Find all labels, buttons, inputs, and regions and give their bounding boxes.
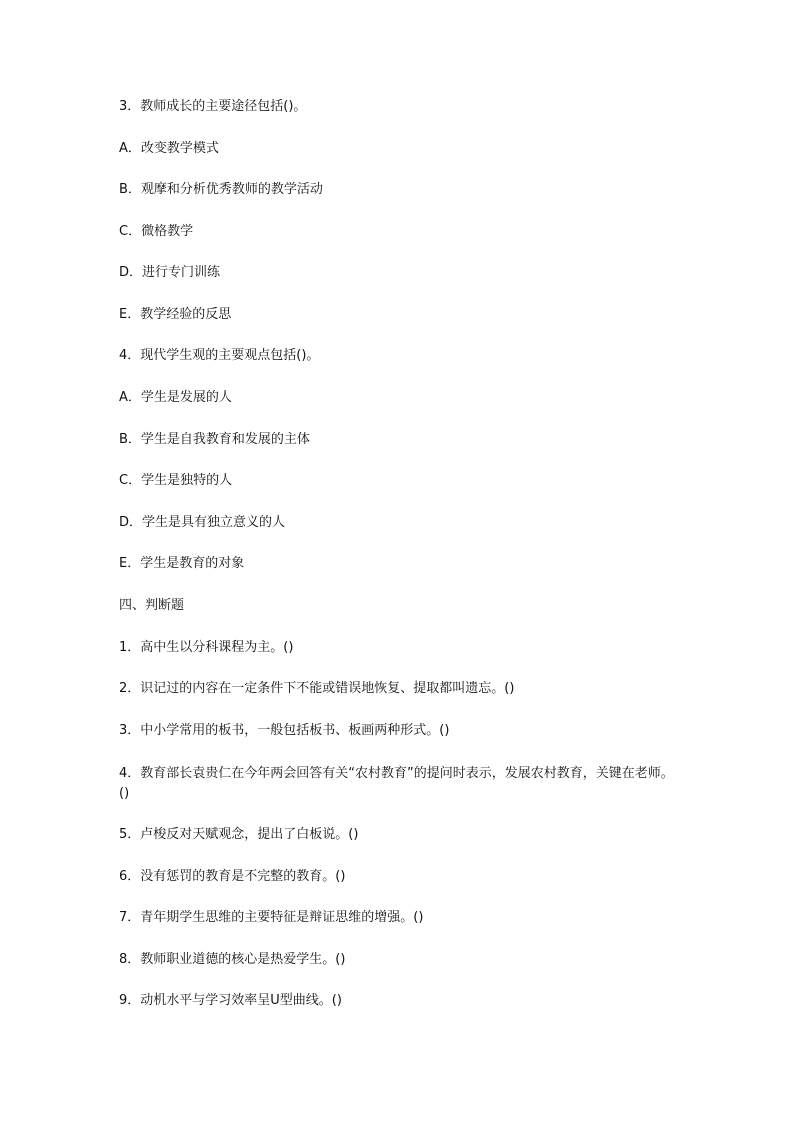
judgment-item: 3．中小学常用的板书，一般包括板书、板画两种形式。() bbox=[119, 723, 450, 738]
question-stem: 3．教师成长的主要途径包括()。 bbox=[119, 99, 307, 114]
judgment-item: 8．教师职业道德的核心是热爱学生。() bbox=[119, 952, 346, 967]
option-item: B．观摩和分析优秀教师的教学活动 bbox=[119, 182, 323, 197]
option-item: D．学生是具有独立意义的人 bbox=[119, 515, 286, 530]
option-item: A．学生是发展的人 bbox=[119, 390, 232, 405]
judgment-item: 7．青年期学生思维的主要特征是辩证思维的增强。() bbox=[119, 910, 424, 925]
judgment-item: 9．动机水平与学习效率呈U型曲线。() bbox=[119, 993, 342, 1008]
option-item: C．学生是独特的人 bbox=[119, 473, 233, 488]
option-item: E．教学经验的反思 bbox=[119, 307, 232, 322]
option-item: A．改变教学模式 bbox=[119, 141, 219, 156]
option-item: C．微格教学 bbox=[119, 224, 194, 239]
judgment-item: 4．教育部长袁贵仁在今年两会回答有关“农村教育”的提问时表示，发展农村教育，关键在老师。() bbox=[119, 766, 674, 801]
judgment-item: 1．高中生以分科课程为主。() bbox=[119, 640, 294, 655]
section-title: 四、判断题 bbox=[119, 598, 185, 613]
option-item: E．学生是教育的对象 bbox=[119, 556, 245, 571]
question-stem: 4．现代学生观的主要观点包括()。 bbox=[119, 348, 320, 363]
option-item: B．学生是自我教育和发展的主体 bbox=[119, 432, 310, 447]
option-item: D．进行专门训练 bbox=[119, 265, 221, 280]
judgment-item: 6．没有惩罚的教育是不完整的教育。() bbox=[119, 869, 346, 884]
judgment-item: 2．识记过的内容在一定条件下不能或错误地恢复、提取都叫遗忘。() bbox=[119, 681, 515, 696]
judgment-item: 5．卢梭反对天赋观念，提出了白板说。() bbox=[119, 827, 359, 842]
